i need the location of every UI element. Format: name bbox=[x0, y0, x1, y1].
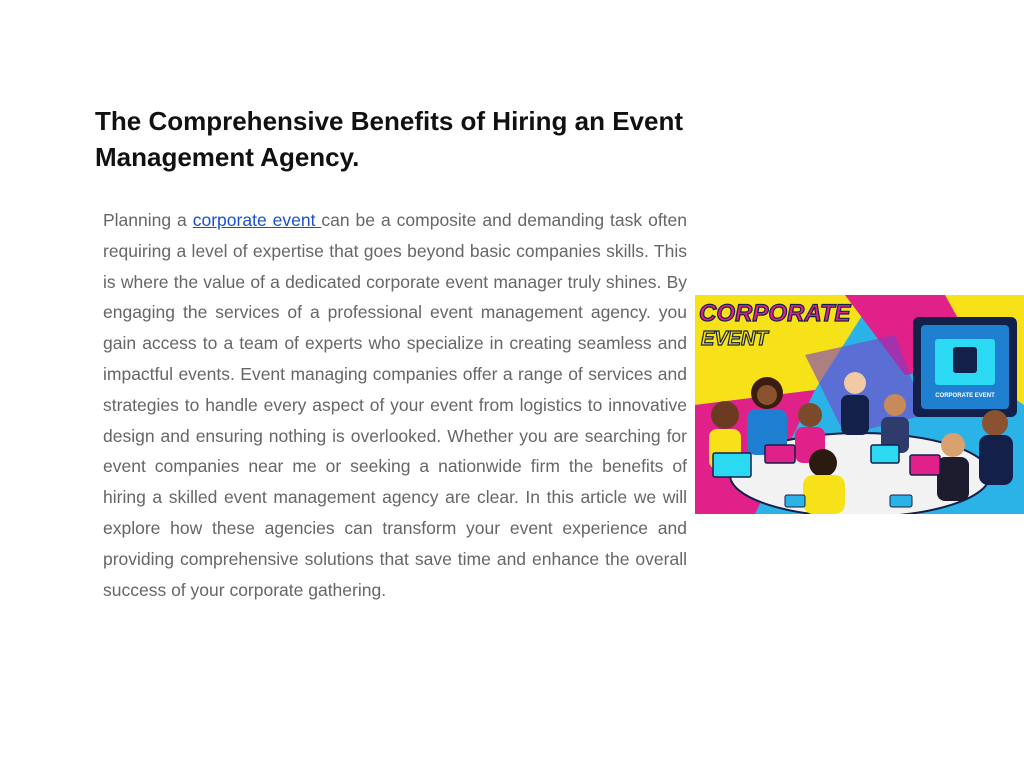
corporate-event-illustration bbox=[695, 295, 1024, 514]
body-paragraph bbox=[103, 205, 687, 605]
screen-caption: CORPORATE EVENT bbox=[935, 393, 995, 399]
page-title: The Comprehensive Benefits of Hiring an Event Management Agency. bbox=[95, 106, 683, 172]
banner-line-2: EVENT bbox=[701, 328, 768, 350]
corporate-event-link[interactable]: corporate event bbox=[192, 210, 322, 230]
banner-line-1: CORPORATE bbox=[699, 300, 851, 327]
paragraph-intro: Planning a bbox=[103, 210, 193, 230]
paragraph-rest: can be a composite and demanding task often requiring a level of expertise that goes beyond basic companies skills. This is where the value of a dedicated corporate event manager truly shines. By engaging the services of a professional event management agency. you gain access to a team of experts who specialize in creating seamless and impactful events. Event managing companies offer a range of services and strategies to handle every aspect of your event from logistics to innovative design and ensuring nothing is overlooked. Whether you are searching for event companies near me or seeking a nationwide firm the benefits of hiring a skilled event management agency are clear. In this article we will explore how these agencies can transform your event experience and providing comprehensive solutions that save time and enhance the overall success of your corporate gathering. bbox=[103, 210, 688, 600]
display-screen bbox=[913, 317, 1017, 417]
